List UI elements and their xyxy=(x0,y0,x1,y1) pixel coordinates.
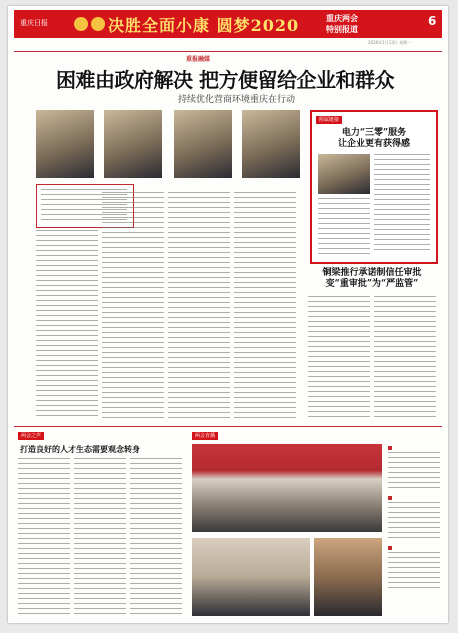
right-story-headline-line: 变“重审批”为“严监管” xyxy=(325,279,419,289)
sidebar-headline-line: 电力“三零”服务 xyxy=(341,128,407,138)
sidebar-headline xyxy=(312,128,436,150)
lower-left-headline: 打造良好的人才生态需要观念转身 xyxy=(20,444,140,454)
sidebar-box xyxy=(310,110,438,264)
masthead-banner xyxy=(14,10,442,38)
caption-marker xyxy=(388,496,392,500)
photo-section-tag: 两会直播 xyxy=(192,432,218,440)
news-photo xyxy=(314,538,382,616)
lead-headline: 困难由政府解决 把方便留给企业和群众 xyxy=(56,68,394,92)
body-text-column xyxy=(74,458,126,618)
newspaper-page xyxy=(8,6,448,623)
caption-marker xyxy=(388,546,392,550)
group-photo xyxy=(192,444,382,532)
caption-marker xyxy=(388,446,392,450)
divider xyxy=(14,51,442,52)
banner-side-line: 特别报道 xyxy=(326,25,358,34)
section-divider xyxy=(14,426,442,427)
body-text-column xyxy=(374,296,436,420)
banner-side-line: 重庆两会 xyxy=(326,14,358,23)
page-number: 6 xyxy=(428,14,437,28)
portrait-photo xyxy=(36,110,94,178)
lower-left-tag: 两会之声 xyxy=(18,432,44,440)
body-text-column xyxy=(18,458,70,618)
portrait-photo xyxy=(174,110,232,178)
sidebar-tag: 附属链接 xyxy=(316,116,342,124)
sidebar-text xyxy=(374,154,430,254)
section-tag: 重庆日报 xyxy=(20,19,48,27)
photo-caption xyxy=(388,552,440,592)
lead-kicker: 重报融媒 xyxy=(186,56,211,63)
sidebar-text xyxy=(318,198,370,254)
lead-subheadline: 持续优化营商环境重庆在行动 xyxy=(178,95,296,105)
body-text-column xyxy=(130,458,182,618)
edition-info: 2020年1月13日 星期一 xyxy=(368,40,412,45)
body-text-column xyxy=(308,296,370,420)
sidebar-photo xyxy=(318,154,370,194)
body-text-column xyxy=(168,192,230,420)
banner-side-label xyxy=(326,13,358,35)
right-story-headline-line: 铜梁推行承诺制信任审批 xyxy=(322,268,422,278)
banner-title: 决胜全面小康 圆梦2020 xyxy=(108,16,300,35)
portrait-photo xyxy=(242,110,300,178)
emblem-icon xyxy=(74,17,88,31)
body-text-column xyxy=(36,230,98,420)
right-story-headline xyxy=(306,268,438,290)
photo-caption xyxy=(388,452,440,490)
body-text-column xyxy=(102,192,164,420)
emblem-icon xyxy=(91,17,105,31)
photo-caption xyxy=(388,502,440,540)
sidebar-headline-line: 让企业更有获得感 xyxy=(337,139,410,149)
news-photo xyxy=(192,538,310,616)
portrait-photo xyxy=(104,110,162,178)
body-text-column xyxy=(234,192,296,420)
